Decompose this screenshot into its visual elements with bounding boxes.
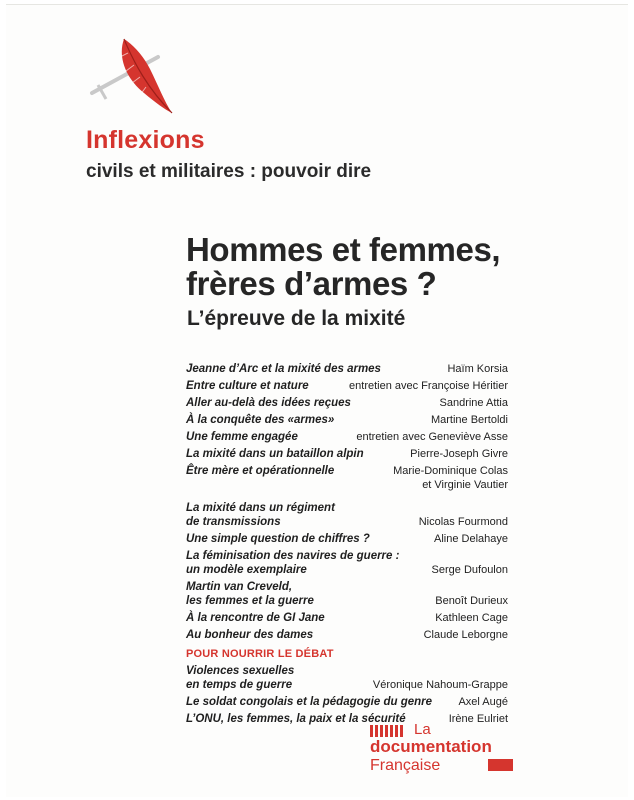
toc-article-title bbox=[186, 430, 298, 444]
publisher-block-icon bbox=[488, 759, 513, 771]
toc-article-title bbox=[186, 712, 406, 726]
toc-article-title-line: Aller au-delà des idées reçues bbox=[186, 397, 351, 409]
toc-article-title-line: La féminisation des navires de guerre : bbox=[186, 550, 400, 562]
toc-entry bbox=[186, 413, 508, 427]
toc-article-title-line: de transmissions bbox=[186, 516, 281, 528]
publisher-line-1: La bbox=[414, 721, 431, 738]
issue-title bbox=[186, 233, 606, 301]
toc-author bbox=[373, 664, 508, 692]
toc-author-line: Claude Leborgne bbox=[423, 629, 508, 641]
toc-article-title-line: un modèle exemplaire bbox=[186, 564, 307, 576]
toc-article-title-line: Martin van Creveld, bbox=[186, 581, 293, 593]
toc-entry bbox=[186, 611, 508, 625]
toc-author-line: Serge Dufoulon bbox=[431, 564, 508, 576]
toc-author bbox=[432, 549, 508, 577]
toc-author-line: Haïm Korsia bbox=[447, 363, 508, 375]
toc-article-title bbox=[186, 447, 364, 461]
toc-author-line: entretien avec Geneviève Asse bbox=[356, 431, 508, 443]
toc-article-title-line: À la conquête des «armes» bbox=[186, 414, 335, 426]
toc-author bbox=[349, 379, 508, 393]
toc-author bbox=[431, 413, 508, 427]
toc-author-line: Pierre-Joseph Givre bbox=[410, 448, 508, 460]
toc-author-line: entretien avec Françoise Héritier bbox=[349, 380, 508, 392]
toc-article-title-line: Le soldat congolais et la pédagogie du genre bbox=[186, 696, 433, 708]
book-cover bbox=[6, 4, 628, 797]
toc-entry bbox=[186, 430, 508, 444]
toc-article-title-line: en temps de guerre bbox=[186, 679, 293, 691]
toc-author-line: Nicolas Fourmond bbox=[418, 516, 508, 528]
toc-article-title bbox=[186, 362, 381, 376]
toc-author-line: Benoît Durieux bbox=[435, 595, 508, 607]
issue-subtitle: L’épreuve de la mixité bbox=[187, 307, 406, 330]
toc-article-title bbox=[186, 501, 335, 529]
toc-author-line: Véronique Nahoum-Grappe bbox=[372, 679, 508, 691]
toc-entry bbox=[186, 532, 508, 546]
toc-author bbox=[435, 611, 508, 625]
toc-article-title bbox=[186, 379, 309, 393]
toc-entry bbox=[186, 379, 508, 393]
journal-name: Inflexions bbox=[86, 126, 205, 154]
toc-author bbox=[435, 580, 508, 608]
toc-author bbox=[458, 695, 508, 709]
publisher-line-2: documentation bbox=[370, 737, 492, 756]
toc-author bbox=[447, 362, 508, 376]
toc-author bbox=[356, 430, 508, 444]
toc-article-title-line: La mixité dans un régiment bbox=[186, 502, 335, 514]
toc-entry bbox=[186, 664, 508, 692]
table-of-contents bbox=[186, 362, 508, 729]
journal-tagline: civils et militaires : pouvoir dire bbox=[86, 161, 372, 182]
toc-article-title-line: Violences sexuelles bbox=[186, 665, 295, 677]
toc-entry bbox=[186, 712, 508, 726]
toc-article-title bbox=[186, 413, 334, 427]
issue-title-line: Hommes et femmes, bbox=[186, 231, 501, 268]
toc-entry bbox=[186, 628, 508, 642]
toc-article-title-line: les femmes et la guerre bbox=[186, 595, 314, 607]
toc-entry bbox=[186, 447, 508, 461]
toc-article-title-line: La mixité dans un bataillon alpin bbox=[186, 448, 364, 460]
toc-article-title bbox=[186, 396, 351, 410]
publisher-bars-icon bbox=[370, 725, 410, 737]
toc-article-title-line: À la rencontre de GI Jane bbox=[186, 612, 325, 624]
toc-author-line: Aline Delahaye bbox=[434, 533, 508, 545]
toc-author bbox=[424, 628, 508, 642]
toc-author bbox=[434, 532, 508, 546]
publisher-logo bbox=[370, 721, 530, 785]
toc-author bbox=[393, 464, 508, 492]
toc-author-line: Sandrine Attia bbox=[439, 397, 508, 409]
toc-article-title bbox=[186, 664, 294, 692]
toc-article-title bbox=[186, 611, 325, 625]
toc-article-title bbox=[186, 628, 313, 642]
toc-author-line: Martine Bertoldi bbox=[430, 414, 508, 426]
toc-author-line: et Virginie Vautier bbox=[422, 479, 508, 491]
toc-article-title-line: Une simple question de chiffres ? bbox=[186, 533, 370, 545]
toc-article-title bbox=[186, 549, 399, 577]
toc-entry bbox=[186, 396, 508, 410]
toc-author bbox=[410, 447, 508, 461]
toc-article-title bbox=[186, 532, 370, 546]
toc-author-line: Irène Eulriet bbox=[448, 713, 508, 725]
toc-article-title-line: Être mère et opérationnelle bbox=[186, 465, 335, 477]
toc-article-title-line: Au bonheur des dames bbox=[186, 629, 314, 641]
publisher-line-3: Française bbox=[370, 757, 441, 774]
toc-entry bbox=[186, 464, 508, 492]
toc-entry bbox=[186, 501, 508, 529]
toc-main-list bbox=[186, 362, 508, 642]
toc-article-title-line: Entre culture et nature bbox=[186, 380, 309, 392]
toc-article-title bbox=[186, 580, 314, 608]
toc-article-title bbox=[186, 464, 334, 478]
toc-debate-list bbox=[186, 664, 508, 726]
toc-author bbox=[419, 501, 508, 529]
toc-author bbox=[449, 712, 508, 726]
toc-article-title-line: Jeanne d’Arc et la mixité des armes bbox=[186, 363, 381, 375]
toc-entry bbox=[186, 362, 508, 376]
toc-article-title-line: L’ONU, les femmes, la paix et la sécurité bbox=[186, 713, 406, 725]
toc-author-line: Axel Augé bbox=[458, 696, 508, 708]
toc-article-title bbox=[186, 695, 432, 709]
toc-author-line: Marie-Dominique Colas bbox=[393, 465, 508, 477]
toc-author-line: Kathleen Cage bbox=[435, 612, 508, 624]
issue-title-line: frères d’armes ? bbox=[186, 265, 437, 302]
toc-entry bbox=[186, 580, 508, 608]
toc-article-title-line: Une femme engagée bbox=[186, 431, 298, 443]
toc-author bbox=[440, 396, 509, 410]
toc-entry bbox=[186, 695, 508, 709]
quill-and-sword-icon bbox=[84, 27, 184, 123]
debate-section-heading: POUR NOURRIR LE DÉBAT bbox=[186, 648, 334, 660]
toc-entry bbox=[186, 549, 508, 577]
